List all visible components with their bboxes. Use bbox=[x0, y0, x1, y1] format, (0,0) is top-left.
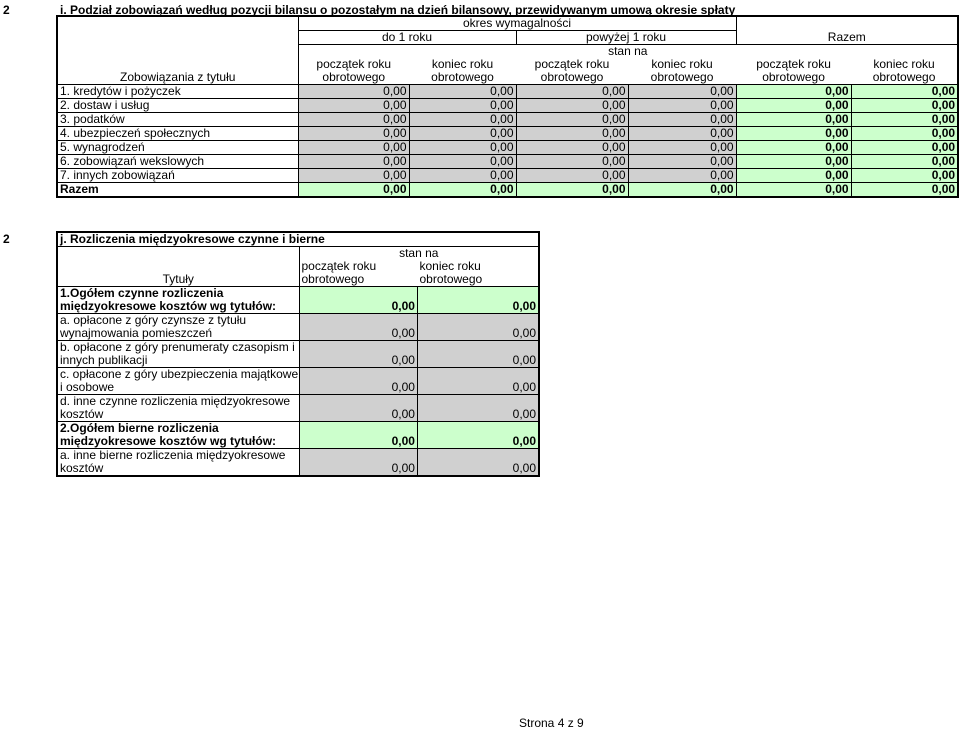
row-label: c. opłacone z góry ubezpieczenia majątkowe bbox=[60, 367, 299, 381]
table-row bbox=[57, 287, 539, 301]
section-j-number: 2 bbox=[3, 232, 10, 246]
row-label: 4. ubezpieczeń społecznych bbox=[60, 126, 211, 140]
table-row bbox=[57, 422, 539, 436]
col-sub: obrotowego bbox=[762, 71, 825, 84]
value-cell: 0,00 bbox=[736, 155, 851, 169]
row-label: 7. innych zobowiązań bbox=[60, 168, 175, 182]
row-label: 6. zobowiązań wekslowych bbox=[60, 154, 205, 168]
col-sub: obrotowego bbox=[431, 71, 494, 84]
liabilities-table bbox=[56, 15, 959, 198]
accruals-table bbox=[56, 231, 540, 477]
value-cell: 0,00 bbox=[409, 127, 516, 141]
header-maturity: okres wymagalności bbox=[298, 16, 736, 31]
col-sub: obrotowego bbox=[540, 71, 604, 84]
value-cell: 0,00 bbox=[298, 99, 409, 113]
value-cell: 0,00 bbox=[736, 169, 851, 183]
value-cell: 0,00 bbox=[298, 127, 409, 141]
header-tytuly: Tytuły bbox=[162, 273, 194, 286]
value-cell: 0,00 bbox=[628, 155, 736, 169]
value-cell: 0,00 bbox=[299, 462, 417, 476]
page-footer: Strona 4 z 9 bbox=[519, 716, 584, 730]
value-cell: 0,00 bbox=[417, 327, 539, 341]
value-cell: 0,00 bbox=[516, 113, 628, 127]
table-row bbox=[57, 314, 539, 328]
value-cell: 0,00 bbox=[851, 85, 958, 99]
value-cell: 0,00 bbox=[417, 435, 539, 449]
row-label: d. inne czynne rozliczenia międzyokresowe bbox=[60, 394, 291, 408]
col-end: koniec roku bbox=[651, 58, 713, 71]
value-cell: 0,00 bbox=[736, 183, 851, 198]
table-row bbox=[57, 99, 958, 113]
row-label: b. opłacone z góry prenumeraty czasopism i bbox=[60, 340, 295, 354]
table-row bbox=[57, 395, 539, 409]
col-start: początek roku bbox=[299, 260, 417, 273]
col-sub: obrotowego bbox=[298, 71, 409, 85]
row-label: 2.Ogółem bierne rozliczenia bbox=[60, 421, 219, 435]
section-i-title: i. Podział zobowiązań według pozycji bilansu o pozostałym na dzień bilansowy, przewidywanym umową okresie spłaty bbox=[60, 3, 736, 17]
table-row bbox=[57, 183, 958, 198]
value-cell: 0,00 bbox=[417, 354, 539, 368]
value-cell: 0,00 bbox=[736, 85, 851, 99]
value-cell: 0,00 bbox=[851, 183, 958, 198]
table-row bbox=[57, 141, 958, 155]
value-cell: 0,00 bbox=[299, 354, 417, 368]
row-label: międzyokresowe kosztów wg tytułów: bbox=[60, 300, 277, 313]
row-label: 3. podatków bbox=[60, 112, 125, 126]
table-row bbox=[57, 368, 539, 382]
value-cell: 0,00 bbox=[299, 327, 417, 341]
value-cell: 0,00 bbox=[628, 85, 736, 99]
row-label: a. opłacone z góry czynsze z tytułu bbox=[60, 313, 247, 327]
col-sub: obrotowego bbox=[299, 273, 417, 287]
value-cell: 0,00 bbox=[516, 169, 628, 183]
value-cell: 0,00 bbox=[851, 155, 958, 169]
value-cell: 0,00 bbox=[409, 183, 516, 198]
row-label: Razem bbox=[60, 182, 99, 196]
value-cell: 0,00 bbox=[628, 127, 736, 141]
value-cell: 0,00 bbox=[409, 155, 516, 169]
col-sub: obrotowego bbox=[872, 71, 936, 84]
table-row bbox=[57, 341, 539, 355]
value-cell: 0,00 bbox=[851, 99, 958, 113]
value-cell: 0,00 bbox=[298, 113, 409, 127]
col-sub: obrotowego bbox=[419, 273, 483, 286]
value-cell: 0,00 bbox=[851, 141, 958, 155]
value-cell: 0,00 bbox=[417, 300, 539, 314]
row-label: wynajmowania pomieszczeń bbox=[60, 327, 213, 340]
value-cell: 0,00 bbox=[299, 381, 417, 395]
col-end: koniec roku bbox=[419, 260, 481, 273]
value-cell: 0,00 bbox=[736, 127, 851, 141]
value-cell: 0,00 bbox=[417, 462, 539, 476]
row-label: a. inne bierne rozliczenia międzyokresowe bbox=[60, 448, 286, 462]
header-do-1-roku: do 1 roku bbox=[298, 31, 516, 45]
table-row bbox=[57, 408, 539, 422]
row-label: 5. wynagrodzeń bbox=[60, 140, 145, 154]
value-cell: 0,00 bbox=[409, 169, 516, 183]
table-row bbox=[57, 354, 539, 368]
col-start: początek roku bbox=[534, 58, 610, 71]
value-cell: 0,00 bbox=[628, 169, 736, 183]
value-cell: 0,00 bbox=[736, 141, 851, 155]
section-i-number: 2 bbox=[3, 3, 10, 17]
header-powyzej-1-roku: powyżej 1 roku bbox=[516, 31, 736, 45]
value-cell: 0,00 bbox=[299, 408, 417, 422]
value-cell: 0,00 bbox=[299, 435, 417, 449]
value-cell: 0,00 bbox=[628, 113, 736, 127]
row-label: 2. dostaw i usług bbox=[60, 98, 150, 112]
value-cell: 0,00 bbox=[298, 85, 409, 99]
value-cell: 0,00 bbox=[298, 183, 409, 198]
row-label: i osobowe bbox=[60, 381, 115, 394]
row-label: 1.Ogółem czynne rozliczenia bbox=[60, 286, 224, 300]
value-cell: 0,00 bbox=[516, 155, 628, 169]
value-cell: 0,00 bbox=[516, 99, 628, 113]
table-row bbox=[57, 327, 539, 341]
table-row bbox=[57, 155, 958, 169]
value-cell: 0,00 bbox=[736, 99, 851, 113]
row-label: kosztów bbox=[60, 408, 104, 421]
value-cell: 0,00 bbox=[298, 155, 409, 169]
table-row bbox=[57, 462, 539, 476]
table-row bbox=[57, 381, 539, 395]
col-start: początek roku bbox=[298, 58, 409, 71]
value-cell: 0,00 bbox=[628, 141, 736, 155]
col-sub: obrotowego bbox=[650, 71, 714, 84]
table-row bbox=[57, 169, 958, 183]
table-row bbox=[57, 85, 958, 99]
value-cell: 0,00 bbox=[628, 183, 736, 198]
col-end: koniec roku bbox=[431, 58, 494, 71]
col-start: początek roku bbox=[756, 58, 831, 71]
section-j-title: j. Rozliczenia międzyokresowe czynne i bierne bbox=[60, 232, 325, 246]
value-cell: 0,00 bbox=[417, 408, 539, 422]
value-cell: 0,00 bbox=[299, 300, 417, 314]
value-cell: 0,00 bbox=[516, 183, 628, 198]
value-cell: 0,00 bbox=[409, 113, 516, 127]
table-row bbox=[57, 127, 958, 141]
value-cell: 0,00 bbox=[417, 381, 539, 395]
table-row bbox=[57, 113, 958, 127]
value-cell: 0,00 bbox=[298, 141, 409, 155]
row-label: innych publikacji bbox=[60, 354, 148, 367]
header-stan-na: stan na bbox=[299, 247, 539, 261]
value-cell: 0,00 bbox=[516, 127, 628, 141]
row-label: 1. kredytów i pożyczek bbox=[60, 84, 181, 98]
row-label: międzyokresowe kosztów wg tytułów: bbox=[60, 435, 277, 448]
table-row bbox=[57, 449, 539, 463]
value-cell: 0,00 bbox=[516, 141, 628, 155]
value-cell: 0,00 bbox=[409, 99, 516, 113]
value-cell: 0,00 bbox=[516, 85, 628, 99]
row-label: kosztów bbox=[60, 462, 104, 475]
header-stan-na: stan na bbox=[298, 45, 958, 59]
table-row bbox=[57, 435, 539, 449]
col-end: koniec roku bbox=[873, 58, 935, 71]
value-cell: 0,00 bbox=[628, 99, 736, 113]
value-cell: 0,00 bbox=[409, 85, 516, 99]
value-cell: 0,00 bbox=[851, 169, 958, 183]
value-cell: 0,00 bbox=[409, 141, 516, 155]
value-cell: 0,00 bbox=[298, 169, 409, 183]
value-cell: 0,00 bbox=[851, 113, 958, 127]
header-tytul: Zobowiązania z tytułu bbox=[120, 71, 236, 84]
header-razem: Razem bbox=[736, 31, 958, 45]
value-cell: 0,00 bbox=[736, 113, 851, 127]
value-cell: 0,00 bbox=[851, 127, 958, 141]
table-row bbox=[57, 300, 539, 314]
